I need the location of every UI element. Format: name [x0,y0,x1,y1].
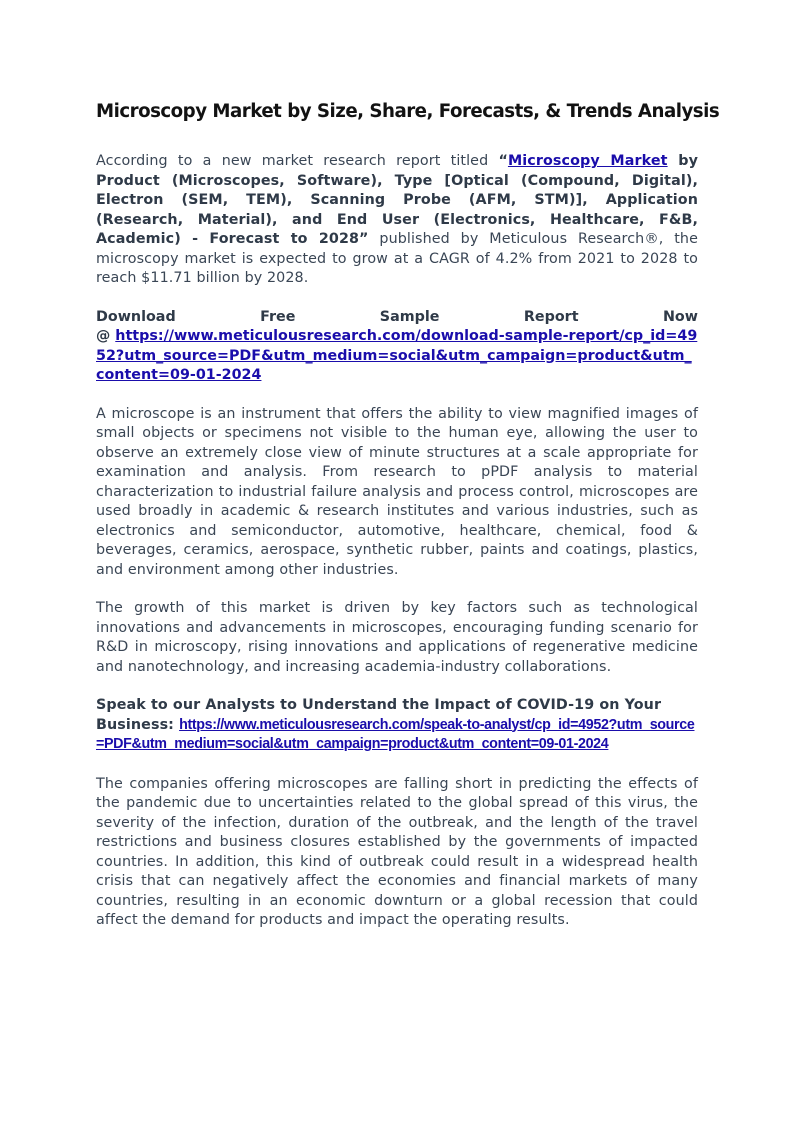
document-body [96,100,720,950]
intro-after: published by Meticulous Research®, the microscopy market is expected to grow at a CAGR of 4.2% from 2021 to 2028 to reach $11.71 billion by 2028. [96,231,698,286]
download-word: Download [96,308,176,325]
download-heading [96,308,698,328]
microscopy-market-link[interactable]: Microscopy Market [507,153,668,169]
intro-paragraph [96,152,698,289]
download-sample-link[interactable]: https://www.meticulousresearch.com/download-sample-report/cp_id=4952?utm_source=PDF&utm_medium=social&utm_campaign=product&utm_content=09-01-2024 [96,328,698,383]
market-growth-paragraph: The growth of this market is driven by key factors such as technological innovations and advancements in microscopes, encouraging funding scenario for R&D in microscopy, rising innovations and applications of regenerative medicine and nanotechnology, and increasing academia-industry collaborations. [96,600,698,675]
download-link-line [96,327,698,386]
speak-lead: Speak to our Analysts to Understand the Impact of COVID-19 on Your Business: [96,697,662,733]
document-title: Microscopy Market by Size, Share, Forecasts, & Trends Analysis [96,101,720,122]
download-sample-block [96,308,698,386]
pandemic-impact-paragraph: The companies offering microscopes are falling short in predicting the effects of the pandemic due to uncertainties related to the global spread of this virus, the severity of the infection, duration of the outbreak, and the length of the travel restrictions and business closures established by the governments of impacted countries. In addition, this kind of outbreak could result in a widespread health crisis that can negatively affect the economies and financial markets of many countries, resulting in an economic downturn or a global recession that could affect the demand for products and impact the operating results. [96,775,698,928]
speak-to-analyst-link[interactable]: https://www.meticulousresearch.com/speak-to-analyst/cp_id=4952?utm_source=PDF&utm_medium=social&utm_campaign=product&utm_content=09-01-2024 [96,716,695,752]
intro-quote-open: “ [498,153,508,169]
speak-to-analyst-block [96,696,698,755]
download-at: @ [96,328,116,344]
download-word: Report [523,308,579,325]
speak-paragraph [96,696,698,755]
download-word: Now [662,308,698,325]
intro-before-link: According to a new market research report titled [96,153,499,169]
download-word: Free [260,308,296,325]
download-word: Sample [379,308,440,325]
microscope-description-paragraph: A microscope is an instrument that offers the ability to view magnified images of small objects or specimens not visible to the human eye, allowing the user to observe an extremely close view of minute structures at a scale appropriate for examination and analysis. From research to pPDF analysis to material characterization to industrial failure analysis and process control, microscopes are used broadly in academic & research institutes and various industries, such as electronics and semiconductor, automotive, healthcare, chemical, food & beverages, ceramics, aerospace, synthetic rubber, paints and coatings, plastics, and environment among other industries. [96,405,698,578]
intro-report-title: by Product (Microscopes, Software), Type [Optical (Compound, Digital), Electron (SEM, TEM), Scanning Probe (AFM, STM)], Application (Research, Material), and End User (Electronics, Healthcare, F&B, Academic) - Forecast to 2028” [96,153,698,247]
